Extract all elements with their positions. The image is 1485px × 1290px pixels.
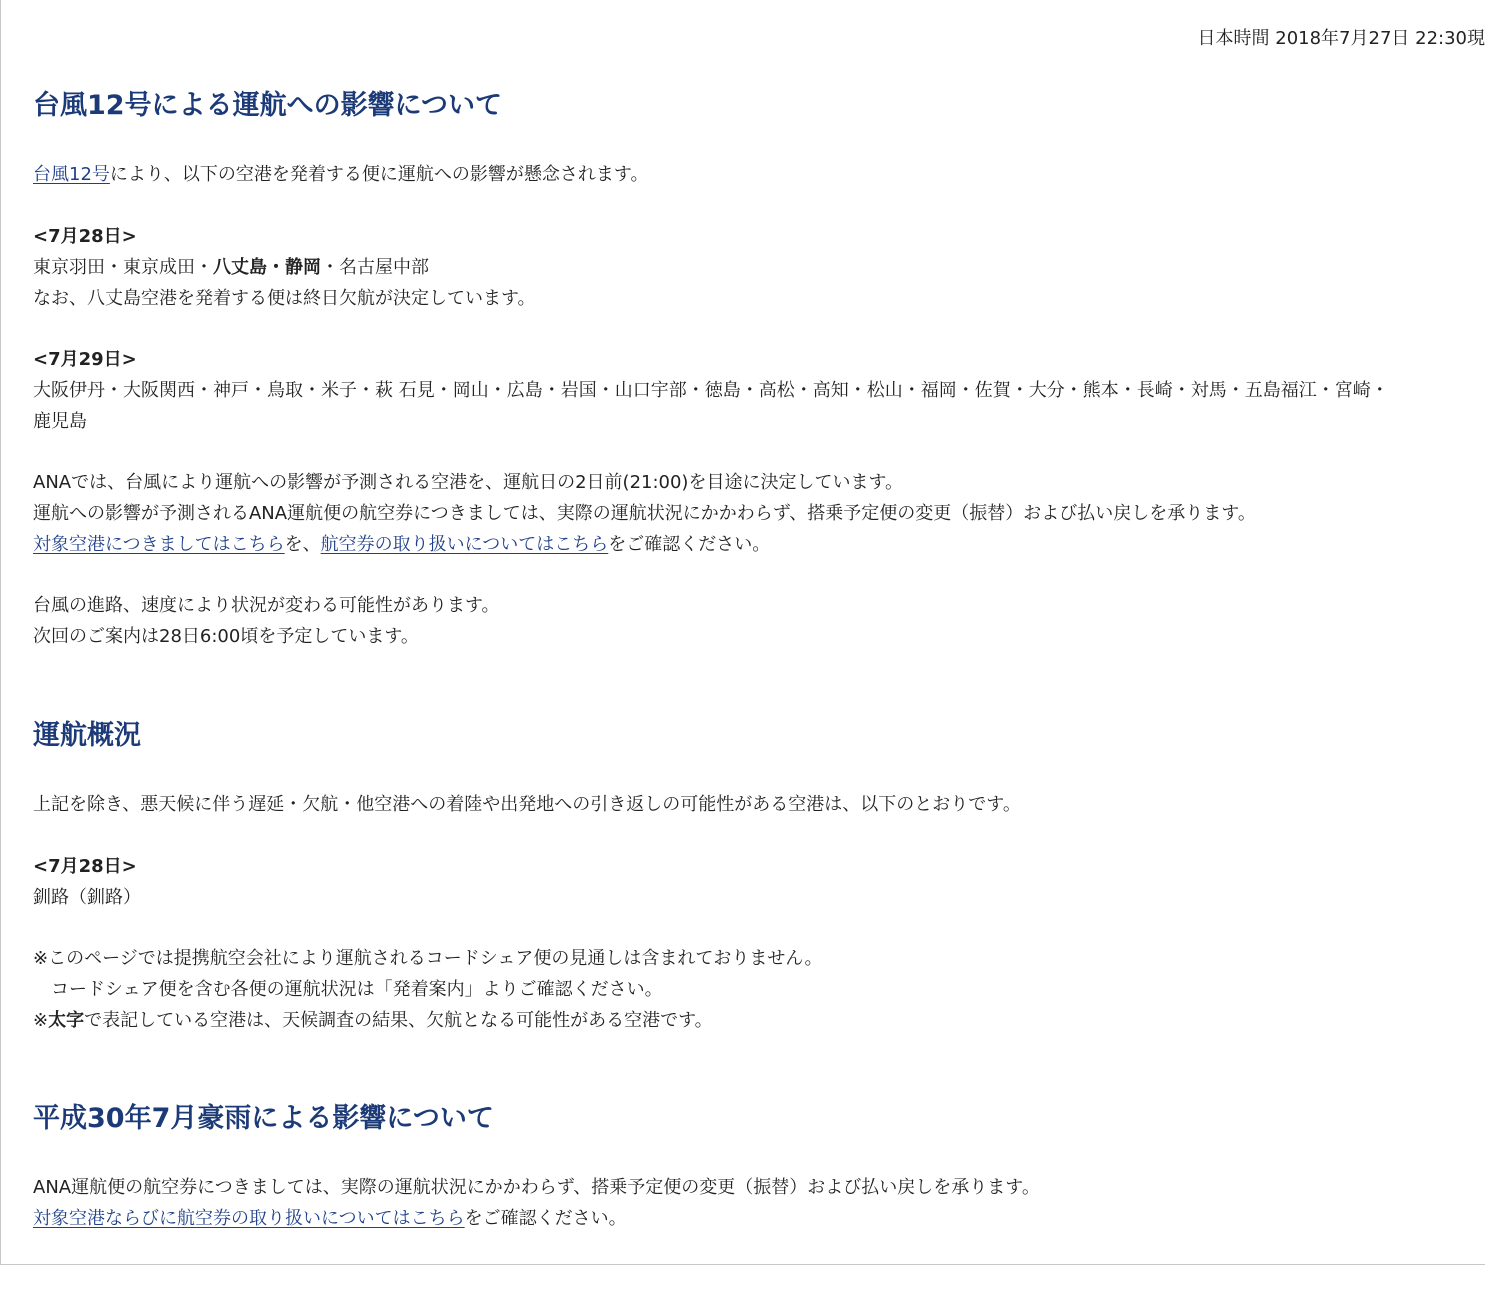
- bold-notice-prefix: ※: [33, 1010, 49, 1031]
- overview-date-label-jul28: <7月28日>: [33, 856, 137, 877]
- overview-airports-jul28: 釧路（釧路）: [33, 887, 141, 908]
- heavy-rain-links-end: をご確認ください。: [464, 1208, 627, 1229]
- heavy-rain-section-title: 平成30年7月豪雨による影響について: [33, 1103, 494, 1134]
- hachijojima-note: なお、八丈島空港を発着する便は終日欠航が決定しています。: [33, 288, 536, 309]
- airport-separator: ・: [267, 257, 285, 278]
- airports-jul28: [33, 256, 429, 280]
- airport-hachijojima: 八丈島: [213, 257, 267, 278]
- airports-jul29-line1: 大阪伊丹・大阪関西・神戸・鳥取・米子・萩 石見・岡山・広島・岩国・山口宇部・徳島・高松・高知・松山・福岡・佐賀・大分・熊本・長崎・対馬・五島福江・宮崎・: [33, 380, 1389, 401]
- date-label-jul28: <7月28日>: [33, 226, 137, 247]
- next-update-note: 次回のご案内は28日6:00頃を予定しています。: [33, 626, 419, 647]
- airport-shizuoka: 静岡: [285, 257, 321, 278]
- bold-notice-keyword: 太字: [48, 1010, 85, 1031]
- bold-airport-notice: [33, 1009, 713, 1033]
- ana-decision-text: ANAでは、台風により運航への影響が予測される空港を、運航日の2日前(21:00)を目途に決定しています。: [33, 472, 904, 493]
- heavy-rain-details-link[interactable]: 対象空港ならびに航空券の取り扱いについてはこちら: [33, 1208, 465, 1229]
- timestamp: 日本時間 2018年7月27日 22:30現: [1197, 28, 1485, 49]
- links-line: [33, 533, 770, 557]
- target-airports-link[interactable]: 対象空港につきましてはこちら: [33, 534, 285, 555]
- airports-jul29-line2: 鹿児島: [33, 411, 87, 432]
- ticket-policy-text: 運航への影響が予測されるANA運航便の航空券につきましては、実際の運航状況にかかわらず、搭乗予定便の変更（振替）および払い戻しを承ります。: [33, 503, 1256, 524]
- ticket-handling-link[interactable]: 航空券の取り扱いについてはこちら: [320, 534, 609, 555]
- codeshare-status-notice: コードシェア便を含む各便の運航状況は「発着案内」よりご確認ください。: [33, 979, 663, 1000]
- typhoon-intro: [33, 163, 648, 187]
- heavy-rain-links-line: [33, 1207, 627, 1231]
- heavy-rain-ticket-text: ANA運航便の航空券につきましては、実際の運航状況にかかわらず、搭乗予定便の変更（振替）および払い戻しを承ります。: [33, 1177, 1040, 1198]
- typhoon-path-note: 台風の進路、速度により状況が変わる可能性があります。: [33, 595, 500, 616]
- airports-jul28-text-b: ・名古屋中部: [321, 257, 429, 278]
- typhoon-12-link[interactable]: 台風12号: [33, 164, 110, 185]
- operations-intro: 上記を除き、悪天候に伴う遅延・欠航・他空港への着陸や出発地への引き返しの可能性がある空港は、以下のとおりです。: [33, 794, 1021, 815]
- date-label-jul29: <7月29日>: [33, 349, 137, 370]
- typhoon-section-title: 台風12号による運航への影響について: [33, 90, 503, 121]
- codeshare-notice: ※このページでは提携航空会社により運航されるコードシェア便の見通しは含まれておりません。: [33, 948, 823, 969]
- airports-jul28-text-a: 東京羽田・東京成田・: [33, 257, 213, 278]
- links-mid-text: を、: [284, 534, 321, 555]
- typhoon-intro-text: により、以下の空港を発着する便に運航への影響が懸念されます。: [109, 164, 649, 185]
- links-end-text: をご確認ください。: [608, 534, 771, 555]
- bold-notice-text: で表記している空港は、天候調査の結果、欠航となる可能性がある空港です。: [84, 1010, 713, 1031]
- operations-overview-title: 運航概況: [33, 720, 141, 751]
